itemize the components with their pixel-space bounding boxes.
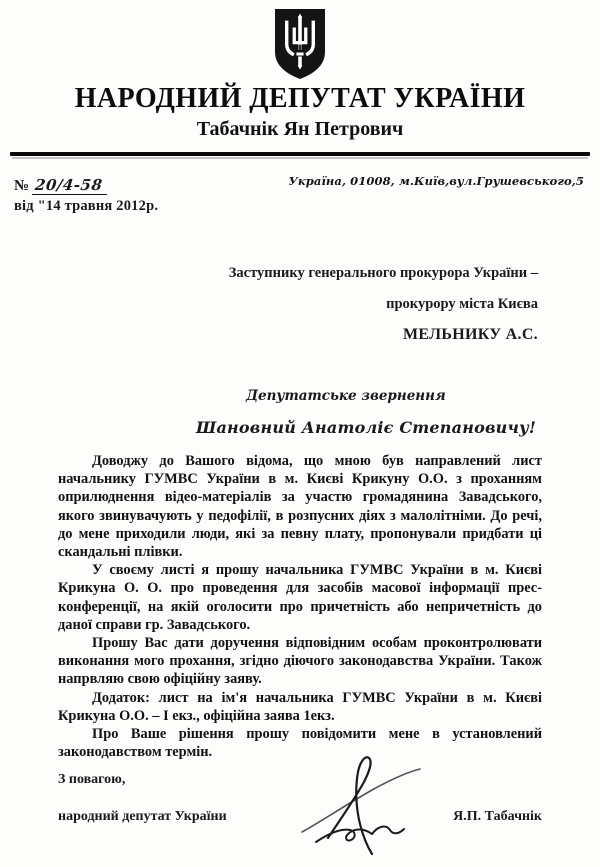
body-paragraph: Про Ваше рішення прошу повідомити мене в установлений законодавством термін. bbox=[58, 726, 542, 761]
reference-number-label: № bbox=[14, 178, 30, 194]
emblem-container bbox=[0, 8, 600, 80]
reference-number-value: 20/4-58 bbox=[32, 176, 109, 195]
letterhead-title-block bbox=[0, 84, 600, 141]
signature-row bbox=[58, 809, 548, 825]
reference-date-line: від "14 травня 2012р. bbox=[14, 198, 159, 214]
header-divider-shadow bbox=[12, 157, 588, 159]
recipient-line-1: Заступнику генерального прокурора України – bbox=[228, 265, 538, 281]
recipient-block bbox=[208, 266, 538, 343]
signer-name: Я.П. Табачнік bbox=[453, 809, 542, 824]
reference-number-line bbox=[14, 176, 314, 195]
body-paragraph: У своєму листі я прошу начальника ГУМВС України в м. Києві Крикуна О. О. про проведення для засобів масової інформації прес-конференції, на якій оголосити про причетність або непричетність до даної справи гр. Завадського. bbox=[58, 562, 542, 633]
header-divider bbox=[10, 152, 590, 156]
body-paragraph: Додаток: лист на ім'я начальника ГУМВС України в м. Києві Крикуна О.О. – I екз., офіційна заява 1екз. bbox=[58, 689, 542, 724]
deputy-name: Табачнік Ян Петрович bbox=[196, 118, 404, 141]
body-paragraph: Доводжу до Вашого відома, що мною був направлений лист начальнику ГУМВС України в м. Києві Крикуну О.О. з проханням оприлюднення відео-матеріалів за участю громадянина Завадського, якого звинувачують у педофілії, в розпусних діях з малолітніми. До речі, до мене приходили люди, які за певну плату, пропонували придбати ці скандальні плівки. bbox=[58, 453, 542, 561]
recipient-name: МЕЛЬНИКУ А.С. bbox=[403, 326, 538, 343]
closing-regards: З повагою, bbox=[58, 772, 126, 787]
organization-title: НАРОДНИЙ ДЕПУТАТ УКРАЇНИ bbox=[74, 83, 526, 114]
salutation: Шановний Анатоліє Степановичу! bbox=[196, 418, 537, 437]
body-paragraph: Прошу Вас дати доручення відповідним особам проконтролювати виконання мого прохання, згідно діючого законодавства України. Також напрвляю свою офіційну заяву. bbox=[58, 635, 542, 688]
reference-block bbox=[14, 176, 314, 215]
letterhead-address: Україна, 01008, м.Київ,вул.Грушевського,5 bbox=[288, 174, 584, 188]
recipient-line-2: прокурору міста Києва bbox=[386, 295, 538, 312]
ukraine-trident-emblem bbox=[272, 8, 328, 80]
signature-block bbox=[58, 772, 548, 825]
document-subject: Депутатське звернення bbox=[246, 388, 446, 404]
document-body bbox=[58, 452, 542, 761]
signer-role: народний депутат України bbox=[58, 809, 227, 824]
